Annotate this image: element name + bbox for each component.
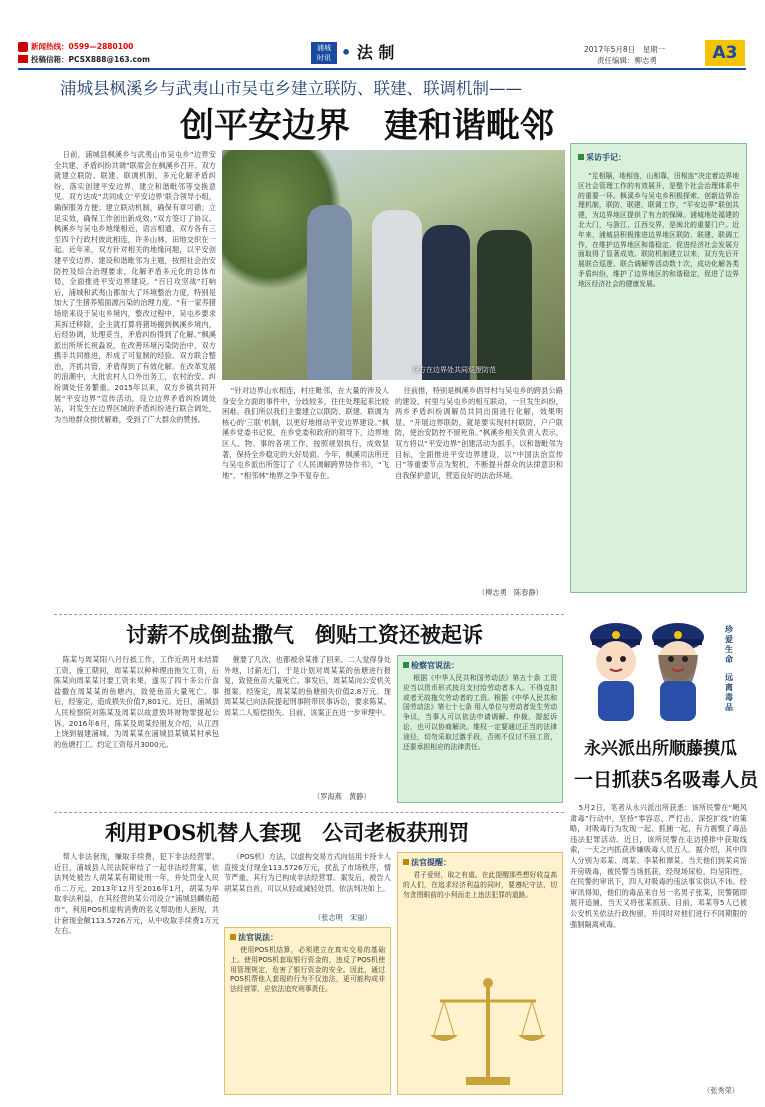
slogan-stay-away-drugs: 远离毒品: [725, 673, 733, 712]
judge-note-title: [230, 932, 385, 944]
prosecutor-note-title: [403, 660, 557, 672]
photo-person-4: [477, 230, 532, 380]
judge-note-box: [224, 927, 391, 1095]
story4-headline-2: 一日抓获5名吸毒人员: [574, 769, 759, 791]
lead-photo: [222, 150, 565, 380]
story3-headline: 利用POS机替人套现 公司老板获刑罚: [105, 820, 470, 845]
judge-reminder-box: [397, 852, 563, 1095]
photo-person-3: [422, 225, 470, 380]
badge-line-2: 时讯: [317, 54, 331, 62]
lead-col1-text: 日前，浦城县枫溪乡与武夷山市吴屯乡“边界安全共建、矛盾纠纷共调”联席会在枫溪乡召开。双方就建立联防、联建、联调机制、多元化解矛盾纠纷，落实创建平安边界、建立和谐毗邻等交换意见。双方达成“共同成立‘平安边界’联合领导小组，确保服务方便；建立联动机制，确保有章可循；立足实效，确保工作创出新成效。”双方签订了协议。枫溪乡与吴屯乡地缘相近，语言相通，双方各有三至四个行政村彼此相连，许多山林、田地交织在一起。近年来，双方针对相关的地缘问题，以平安创建平安边界、建设和谐毗邻为主题，按照社会治安防控及综合治理要求，化解矛盾多元化的总体布局，全面推进平安边界建设。“百日攻坚战”打响后，浦城和武夷山都加大了环境整治力度，特别是加大了生猪养殖面源污染的治理力度。“有一家养猪场原来设于吴屯乡境内，整改过程中，吴屯乡要求其拆迁移除，企主就打算将猪场搬到枫溪乡境内，后经协调，处理妥当，矛盾纠纷得到了化解。”枫溪派出所所长祝淼说，在改善环境污染防治中，双方携手共同推进，形成了可复制的经验。双方联合整治，齐抓共管，矛盾得到了有效化解。在改革发展的浪潮中，大批农村人口外出务工，农村治安、纠纷调处任务繁重。2015年以来，双方乡镇共同开展“平安边界”宣传活动，设立边界矛盾纠纷调处站，对发生在边界区域的矛盾纠纷进行联合调处，为当地群众排忧解难，受到了广大群众的赞扬。: [54, 150, 216, 424]
section-title: • 法 制: [341, 43, 395, 62]
hotline-label: 新闻热线：0599—2880100: [31, 42, 134, 51]
phone-icon: [18, 42, 28, 52]
lead-byline: （柳志勇 陈春静）: [478, 588, 543, 597]
judge-reminder-body: 君子爱财，取之有道。在此提醒那些想好收益高的人们，在追求经济利益的同时，要遵纪守法，切勿贪图眼前的小利而走上违法犯罪的道路。: [403, 871, 557, 899]
lead-col3-text: 往前推，特别是枫溪乡倡导村与吴屯乡的跨县公路的建设、村里与吴屯乡的相互联动，一旦发生纠纷，两乡矛盾纠纷调解员共同出面进行化解，效果明显。“开展边界联防，就是要实现村村联防，户户联防，使治安防控不留死角。”枫溪乡相关负责人表示，双方将以“平安边界”创建活动为抓手，以和谐毗邻为目标，全面推进平安边界建设，以“中国法治宣传日”等重要节点为契机，不断提升群众的法律意识和自我保护意识，营造良好的法治环境。: [395, 386, 563, 480]
lead-headline: 创平安边界 建和谐毗邻: [180, 106, 554, 146]
story4-byline: （张秀荣）: [703, 1086, 739, 1095]
section-badge: [311, 42, 337, 64]
story2-column-2: [224, 655, 391, 791]
judge-reminder-label: 法官提醒：: [411, 858, 451, 867]
gavel-icon: [403, 662, 409, 668]
scale-icon: [230, 934, 236, 940]
badge-line-1: 浦城: [317, 44, 331, 52]
story4-body: [570, 803, 747, 1085]
judge-note-body: 使用POS机结算，必须建立在真实交易的基础上。使用POS机套取银行资金的，违反了POS机使用管理规定，危害了银行资金的安全。因此，通过POS机帮他人套现的行为不仅违法，更可能构成非法经营罪，应依法追究刑事责任。: [230, 946, 385, 994]
story2-headline: 讨薪不成倒盐撒气 倒贴工资还被起诉: [126, 622, 483, 647]
judge-reminder-title: [403, 857, 557, 869]
photo-caption: 双方在边界处共同巡逻防范: [412, 366, 496, 374]
prosecutor-note-body: 根据《中华人民共和国劳动法》第五十条 工资应当以货币形式按月支付给劳动者本人。不得克扣或者无故拖欠劳动者的工资。根据《中华人民共和国劳动法》第七十七条 用人单位与劳动者发生劳动争议，当事人可以依法申请调解、仲裁、提起诉讼，也可以协商解决。维权一定要通过正当的法律途径，切勿采取过激手段，否则不仅讨不回工资，还要承担相应的法律责任。: [403, 674, 557, 751]
page-number: A3: [705, 40, 745, 66]
judge-note-label: 法官说法：: [238, 933, 278, 942]
story3-column-1: [54, 852, 219, 1092]
story2-byline: （罗海燕 黄静）: [313, 792, 371, 801]
slogan-cherish-life: 珍爱生命: [725, 625, 733, 664]
story4-body-text: 5月2日，笔者从永兴派出所获悉：该所民警在“飓风肃毒”行动中，坚持“零容忍、严打击、深挖扩线”的策略，对吸毒行为发现一起、抓捕一起，有力震慑了毒品违法犯罪活动。近日，该所民警在走访摸排中获取线索，一天之内抓获涉嫌吸毒人员五人。据介绍，其中四人分别为邓某、周某、李某和谭某。当天他们到某宾馆开房吸毒，被民警当场抓获，经现场尿检，均呈阳性，在民警的审讯下，四人对吸毒的违法事实供认不讳。经审讯得知，他们的毒品来自另一名男子张某，民警随即展开追捕，当天又将张某抓获。目前，邓某等5人已被公安机关依法行政拘留，并同时对他们进行不同期限的强制隔离戒毒。: [570, 803, 747, 929]
story3-col1-text: 帮人非法套现，赚取手续费，犯下非法经营罪。近日，浦城县人民法院审结了一起非法经营案，依法判处被告人胡某某有期徒刑一年，并处罚金人民币二万元。2013年12月至2016年1月，胡某为牟取非法利益，在其经营的某公司设立“浦城县麟佑超市”，利用POS机虚构消费的名义帮助他人套现，共计套现金额113.5726万元，从中收取手续费1万元左右。: [54, 852, 219, 936]
divider-story3: [54, 812, 564, 813]
prosecutor-note-label: 检察官说法：: [411, 661, 459, 670]
police-mascot-icon: [578, 615, 728, 725]
lead-kicker: 浦城县枫溪乡与武夷山市吴屯乡建立联防、联建、联调机制——: [60, 79, 522, 98]
masthead: [0, 0, 765, 70]
story3-byline: （张志明 宋丽）: [314, 913, 372, 922]
section-name: 法 制: [356, 43, 395, 62]
justice-scale-icon: [428, 973, 548, 1088]
lead-col2-text: “针对边界山水相连，村庄毗邻，在大量的涉及人身安全方面的事件中，分歧较多，往往处理起来比较困难。我们所以我们主要建立以联防、联建、联调为核心的‘三联’机制，以更好地推动平安边界建设。”枫溪乡党委书记说，在乡党委和政府的领导下，边界地区人、物、事的各项工作，按照规划执行，成效显著，保持全乡稳定的大好局面。今年，枫溪司法所还与吴屯乡派出所签订了《人民调解跨界协作书》，“飞地”、“相邻林”地界之争不复存在。: [222, 386, 389, 480]
story4-headline-1: 永兴派出所顺藤摸瓜: [584, 739, 737, 759]
mail-icon: [18, 55, 28, 63]
photo-person-2: [372, 210, 422, 380]
story2-col1-text: 陈某与周某阳八月行抵工作，工作近两月未结算工资，施工期间，周某某以种种理由拖欠工资，后陈某向周某某讨要工资未果，遂买了四十多公斤食盐撒在周某某的鱼塘内，致使鱼苗大量死亡。事后，经鉴定，造成损失价值7,801元。近日，浦城县人民检察院对陈某及周某以故意毁坏财物罪提起公诉。2016年6月，陈某及周某经朋友介绍，从江西上饶到福建浦城，为周某某在浦城县某镇某村承包的鱼塘打工。约定工资每月3000元。: [54, 655, 219, 749]
interview-note-title: [578, 152, 739, 164]
story3-col2-text: （POS机）方法，以虚构交易方式向信用卡持卡人直接支付现金113.5726万元，扰乱了市场秩序，情节严重，其行为已构成非法经营罪。案发后，被告人胡某某自首，可以从轻或减轻处罚。依法判决如上。: [224, 852, 391, 893]
lead-column-1: [54, 150, 216, 600]
interview-note-box: [570, 143, 747, 593]
bell-icon: [403, 859, 409, 865]
story3-column-2: [224, 852, 391, 912]
anti-drug-illustration: [570, 611, 747, 729]
editor-credit: 责任编辑：柳志勇: [597, 56, 657, 65]
lead-column-2: [222, 386, 389, 601]
divider-story2: [54, 614, 564, 615]
prosecutor-note-box: [397, 655, 563, 803]
email-label: 投稿信箱：PCSX888@163.com: [31, 55, 150, 64]
lead-column-3: [395, 386, 563, 586]
photo-person-1: [307, 205, 352, 380]
issue-date: 2017年5月8日 星期一: [584, 45, 666, 54]
note-square-icon: [578, 154, 584, 160]
interview-note-label: 采访手记：: [586, 153, 626, 162]
interview-note-body: “足相隔，地相连，山相靠，田相连”决定着边界地区社会管理工作的有效展开，是整个社会治理体系中的重要一环。枫溪乡与吴屯乡积极探索、创新边界治理机制，联防、联建、联调工作，“平安边界”联创共建，为边界地区提供了有力的保障。浦城地处福建的北大门，与浙江、江西交界，是闽北的重要门户。近年来，浦城县积极推进边界地区联防、联建、联调工作，在维护边界地区和谐稳定、促进经济社会发展方面取得了显著成效。联防机制建立以来，双方先后开展联合巡逻、联合调解等活动数十次，成功化解各类矛盾纠纷，维护了边界地区的和谐稳定，促进了边界地区经济社会的健康发展。: [578, 172, 739, 288]
story2-col2-text: 催要了几次，也都被余某推了回来。二人觉得身处外地，讨薪无门，于是计划对周某某的鱼塘进行报复，致使鱼苗大量死亡。事发后，周某某向公安机关报案。经鉴定，周某某的鱼塘损失价值2.8万元。现周某某已向法院提起刑事附带民事诉讼，要求陈某、周某二人赔偿损失。目前，该案正在进一步审理中。: [224, 655, 391, 717]
header-rule: [18, 68, 746, 70]
story2-column-1: [54, 655, 219, 803]
